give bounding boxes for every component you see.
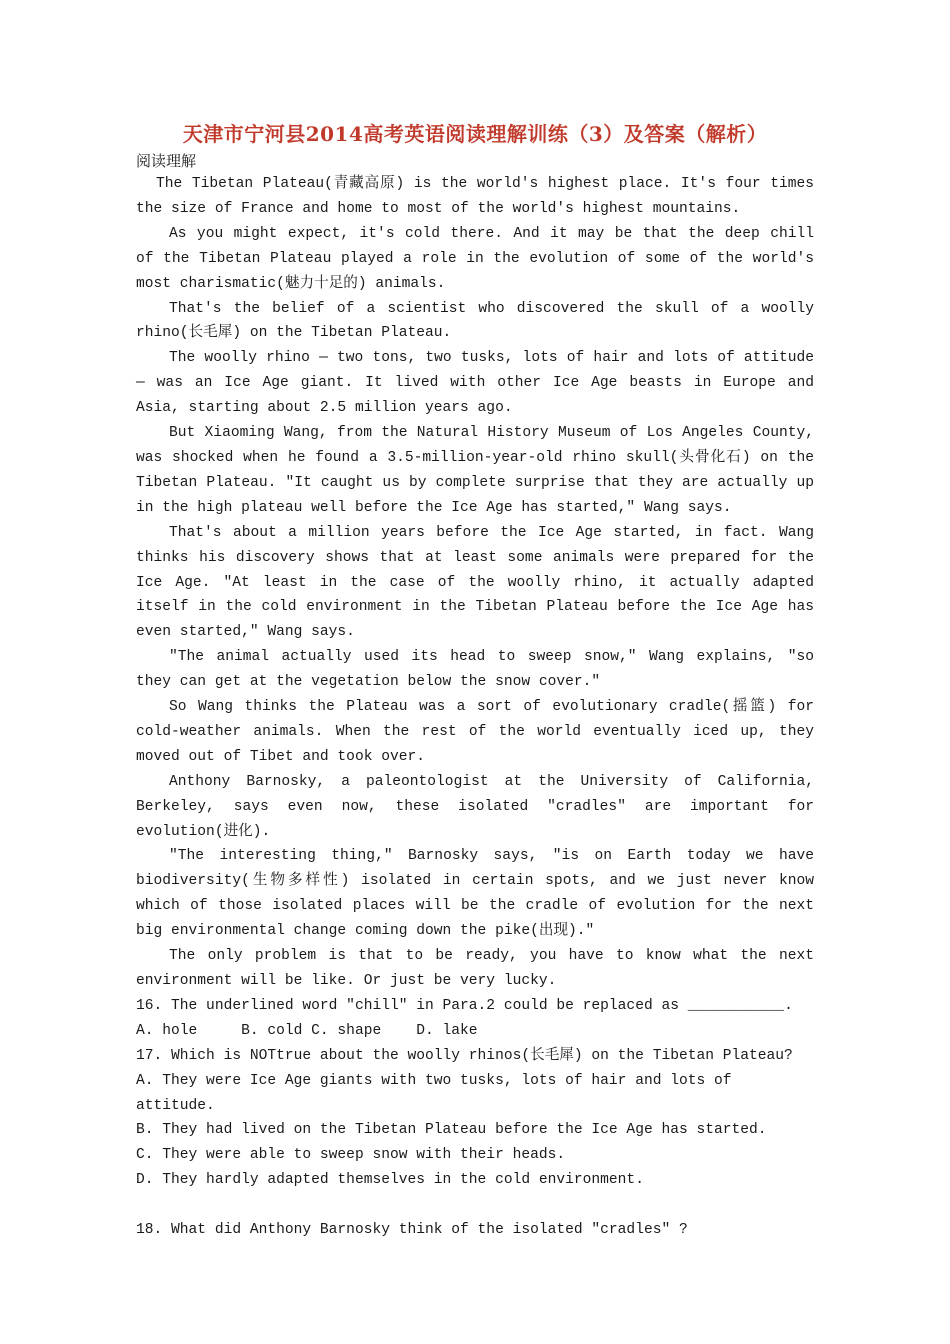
- question-16-options: A. hole B. cold C. shape D. lake: [136, 1022, 478, 1039]
- passage-paragraph-2: As you might expect, it's cold there. And it may be that the deep chill of the Tibetan Plateau played a role in the evolution of some of the world's most charismatic(魅力十足的) animals.: [136, 225, 814, 292]
- document-title: 天津市宁河县2014高考英语阅读理解训练（3）及答案（解析）: [182, 122, 768, 146]
- passage-paragraph-7: "The animal actually used its head to sweep snow," Wang explains, "so they can get at the vegetation below the snow cover.": [136, 649, 814, 691]
- passage-paragraph-6: That's about a million years before the Ice Age started, in fact. Wang thinks his discovery shows that at least some animals were prepared for the Ice Age. "At least in the case of the woolly rhino, it actually adapted itself in the cold environment in the Tibetan Plateau before the Ice Age has even started," Wang says.: [136, 524, 814, 641]
- reading-passage: [136, 172, 814, 994]
- question-17-option-d: D. They hardly adapted themselves in the cold environment.: [136, 1172, 644, 1189]
- question-16-stem: 16. The underlined word "chill" in Para.2 could be replaced as ___________.: [136, 997, 793, 1014]
- passage-paragraph-10: "The interesting thing," Barnosky says, "is on Earth today we have biodiversity(生物多样性) isolated in certain spots, and we just never know which of those isolated places will be the cradle of evolution for the next big environmental change coming down the pike(出现).": [136, 848, 814, 940]
- passage-paragraph-11: The only problem is that to be ready, you have to know what the next environment will be like. Or just be very lucky.: [136, 948, 814, 989]
- passage-paragraph-3: That's the belief of a scientist who discovered the skull of a woolly rhino(长毛犀) on the Tibetan Plateau.: [136, 300, 814, 342]
- question-17-stem: 17. Which is NOTtrue about the woolly rhinos(长毛犀) on the Tibetan Plateau?: [136, 1047, 793, 1064]
- passage-paragraph-5: But Xiaoming Wang, from the Natural History Museum of Los Angeles County, was shocked when he found a 3.5-million-year-old rhino skull(头骨化石) on the Tibetan Plateau. "It caught us by complete surprise that they are actually up in the high plateau well before the Ice Age has started," Wang says.: [136, 425, 814, 516]
- spacer: [136, 1193, 814, 1218]
- question-17-option-b: B. They had lived on the Tibetan Plateau before the Ice Age has started.: [136, 1122, 767, 1139]
- question-17-option-c: C. They were able to sweep snow with their heads.: [136, 1147, 566, 1164]
- question-18-stem: 18. What did Anthony Barnosky think of the isolated "cradles" ?: [136, 1222, 688, 1239]
- passage-paragraph-8: So Wang thinks the Plateau was a sort of evolutionary cradle(摇篮) for cold-weather animals. When the rest of the world eventually iced up, they moved out of Tibet and took over.: [136, 699, 814, 765]
- passage-paragraph-1: The Tibetan Plateau(青藏高原) is the world's highest place. It's four times the size of France and home to most of the world's highest mountains.: [136, 176, 814, 217]
- section-label: 阅读理解: [136, 152, 197, 170]
- passage-paragraph-4: The woolly rhino — two tons, two tusks, lots of hair and lots of attitude — was an Ice Age giant. It lived with other Ice Age beasts in Europe and Asia, starting about 2.5 million years ago.: [136, 350, 814, 417]
- question-list: [136, 994, 814, 1243]
- document-page: [136, 118, 814, 1243]
- passage-paragraph-9: Anthony Barnosky, a paleontologist at the University of California, Berkeley, says even now, these isolated "cradles" are important for evolution(进化).: [136, 773, 814, 840]
- question-17-option-a: A. They were Ice Age giants with two tusks, lots of hair and lots of attitude.: [136, 1072, 741, 1114]
